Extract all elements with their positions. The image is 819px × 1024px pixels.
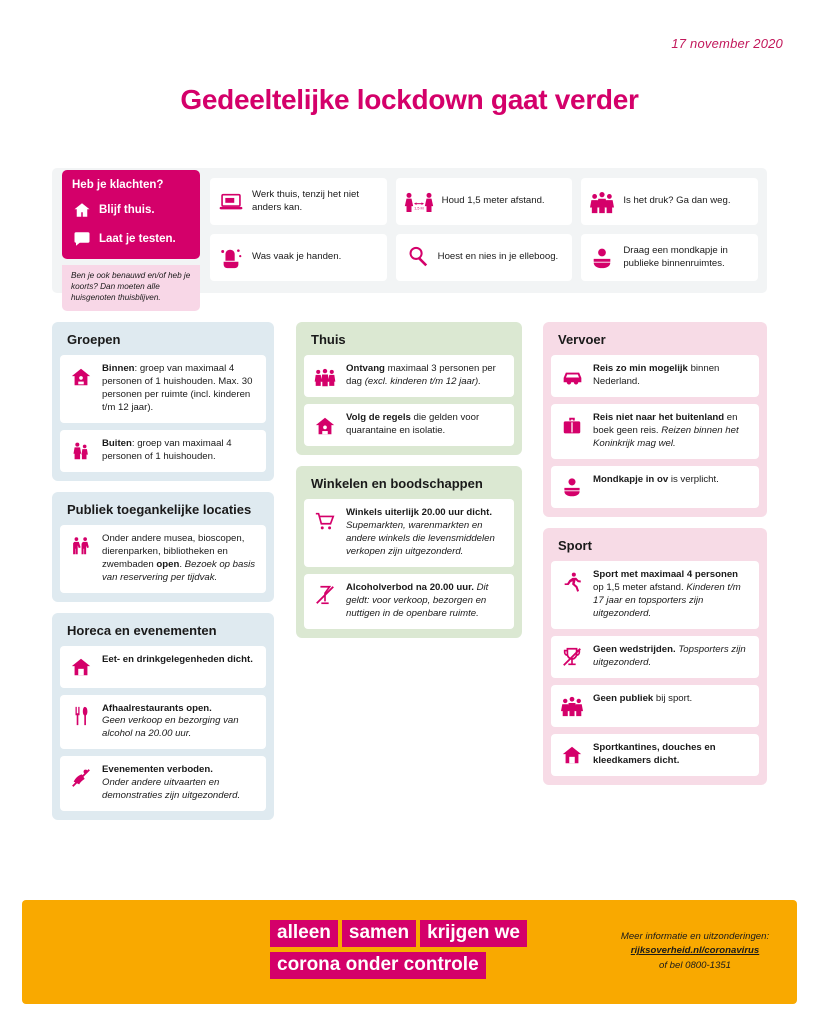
complaints-line-get-tested [72, 229, 190, 249]
complaints-box [62, 170, 200, 259]
rule-tile-label: Was vaak je handen. [252, 251, 342, 263]
speech-bubble-icon [72, 229, 92, 249]
face-mask-icon [589, 244, 615, 272]
footer-info-line: Meer informatie en uitzonderingen: [620, 931, 770, 942]
list-item [551, 685, 759, 727]
complaints-line-stay-home [72, 200, 190, 220]
list-item-text: Reis niet naar het buitenland en boek geen reis. Reizen binnen het Koninkrijk mag wel. [593, 412, 739, 449]
list-item [60, 756, 266, 811]
card-sport [543, 528, 767, 785]
complaints-note: Ben je ook benauwd en/of heb je koorts? Dan moeten alle huisgenoten thuisblijven. [62, 265, 200, 311]
slogan-line-2 [270, 952, 527, 979]
rule-tile-label: Werk thuis, tenzij het niet anders kan. [252, 189, 360, 213]
list-item-text: Alcoholverbod na 20.00 uur. Dit geldt: voor verkoop, bezorgen en nuttigen in de openbare ruimte. [346, 581, 489, 619]
card-thuis [296, 322, 522, 455]
card-vervoer [543, 322, 767, 517]
list-item-text: Binnen: groep van maximaal 4 personen of 1 huishouden. Max. 30 personen per ruimte (incl. kinderen t/m 12 jaar). [102, 363, 253, 413]
rule-tile-work-home [210, 178, 387, 225]
list-item [60, 525, 266, 593]
museum-visitors-icon [69, 533, 93, 559]
list-item [60, 355, 266, 423]
list-item [551, 734, 759, 776]
three-people-icon [313, 363, 337, 389]
car-icon [560, 363, 584, 389]
list-item-text: Geen publiek bij sport. [593, 692, 693, 704]
card-title: Vervoer [558, 332, 606, 347]
list-item-text: Sportkantines, douches en kleedkamers dicht. [593, 741, 716, 766]
svg-text:1,5 M: 1,5 M [413, 206, 424, 210]
closed-building-icon [560, 742, 584, 768]
house-rules-icon [313, 412, 337, 438]
rule-tile-cough-elbow [396, 234, 573, 281]
list-item-text: Reis zo min mogelijk binnen Nederland. [593, 363, 720, 387]
list-item-text: Buiten: groep van maximaal 4 personen of 1 huishouden. [102, 437, 232, 462]
list-item [551, 355, 759, 397]
list-item-text: Mondkapje in ov is verplicht. [593, 473, 719, 485]
no-alcohol-icon [313, 582, 337, 608]
list-item [551, 561, 759, 629]
card-winkelen-en-boodschappen [296, 466, 522, 638]
laptop-icon [218, 188, 244, 216]
list-item [304, 574, 514, 629]
complaints-line-label: Blijf thuis. [99, 204, 155, 216]
footer-info-line: of bel 0800-1351 [658, 959, 731, 971]
complaints-line-label: Laat je testen. [99, 233, 176, 245]
shopping-cart-icon [313, 507, 337, 533]
list-item [551, 466, 759, 508]
house-icon [72, 200, 92, 220]
rule-tile-face-mask [581, 234, 758, 281]
general-rules-tiles [210, 178, 758, 281]
wash-hands-icon [218, 244, 244, 272]
card-horeca-en-evenementen [52, 613, 274, 821]
list-item-text: Sport met maximaal 4 personen op 1,5 meter afstand. Kinderen t/m 17 jaar en topsporters zijn uitgezonderd. [593, 568, 741, 619]
trophy-icon [560, 644, 584, 670]
crowd-icon [560, 693, 584, 719]
publication-date: 17 november 2020 [671, 36, 783, 51]
rule-tile-label: Houd 1,5 meter afstand. [441, 195, 545, 207]
complaints-heading: Heb je klachten? [72, 179, 164, 191]
list-item [304, 499, 514, 567]
list-item-text: Geen wedstrijden. Topsporters zijn uitgezonderd. [593, 643, 746, 668]
list-item [304, 404, 514, 446]
slogan-word: krijgen we [420, 920, 527, 947]
rule-tile-label: Hoest en nies in je elleboog. [437, 251, 559, 263]
list-item-text: Ontvang maximaal 3 personen per dag (excl. kinderen t/m 12 jaar). [346, 363, 496, 387]
card-title: Winkelen en boodschappen [311, 476, 483, 491]
list-item [304, 355, 514, 397]
card-title: Publiek toegankelijke locaties [67, 501, 252, 517]
card-title: Thuis [311, 332, 346, 347]
page-title: Gedeeltelijke lockdown gaat verder [180, 84, 639, 115]
list-item [551, 404, 759, 459]
list-item [60, 646, 266, 688]
footer-info [600, 930, 790, 973]
column-right [543, 322, 767, 796]
coronavirus-link[interactable]: rijksoverheid.nl/coronavirus [630, 945, 760, 957]
card-title: Horeca en evenementen [67, 622, 217, 638]
column-middle [296, 322, 522, 649]
rule-tile-distance [396, 178, 573, 225]
list-item-text: Winkels uiterlijk 20.00 uur dicht. Supemarkten, warenmarkten en andere winkels die levensmiddelen verkopen zijn uitgezonderd. [346, 507, 495, 557]
list-item-text: Afhaalrestaurants open. Geen verkoop en bezorging van alcohol na 20.00 uur. [102, 702, 239, 740]
rule-tile-wash-hands [210, 234, 387, 281]
distance-icon [404, 188, 434, 216]
list-item-text: Evenementen verboden. Onder andere uitvaarten en demonstraties zijn uitgezonderd. [102, 764, 241, 802]
rule-tile-label: Draag een mondkapje in publieke binnenruimtes. [623, 245, 728, 269]
card-groepen [52, 322, 274, 481]
house-group-icon [69, 363, 93, 389]
list-item-text: Volg de regels die gelden voor quarantaine en isolatie. [346, 412, 480, 436]
slogan-line-1 [270, 920, 527, 947]
list-item [551, 636, 759, 678]
card-title: Groepen [67, 332, 121, 347]
list-item [60, 695, 266, 750]
list-item-text: Onder andere musea, bioscopen, dierenparken, bibliotheken en zwembaden open. Bezoek op basis van reservering per tijdvak. [102, 532, 256, 583]
slogan-word: samen [342, 920, 416, 947]
cough-elbow-icon [404, 244, 430, 272]
face-mask-icon [560, 474, 584, 500]
cutlery-icon [69, 703, 93, 729]
list-item [60, 430, 266, 472]
closed-shop-icon [69, 654, 93, 680]
running-icon [560, 569, 584, 595]
rule-tile-crowd [581, 178, 758, 225]
no-event-icon [69, 764, 93, 790]
card-publiek-toegankelijke-locaties [52, 492, 274, 602]
suitcase-icon [560, 412, 584, 438]
slogan-word: corona onder controle [270, 952, 486, 979]
campaign-slogan [270, 920, 527, 984]
slogan-word: alleen [270, 920, 338, 947]
crowd-icon [589, 188, 615, 216]
list-item-text: Eet- en drinkgelegenheden dicht. [102, 653, 253, 665]
column-left [52, 322, 274, 831]
outdoor-group-icon [69, 438, 93, 464]
rule-tile-label: Is het druk? Ga dan weg. [623, 195, 731, 207]
card-title: Sport [558, 537, 592, 553]
